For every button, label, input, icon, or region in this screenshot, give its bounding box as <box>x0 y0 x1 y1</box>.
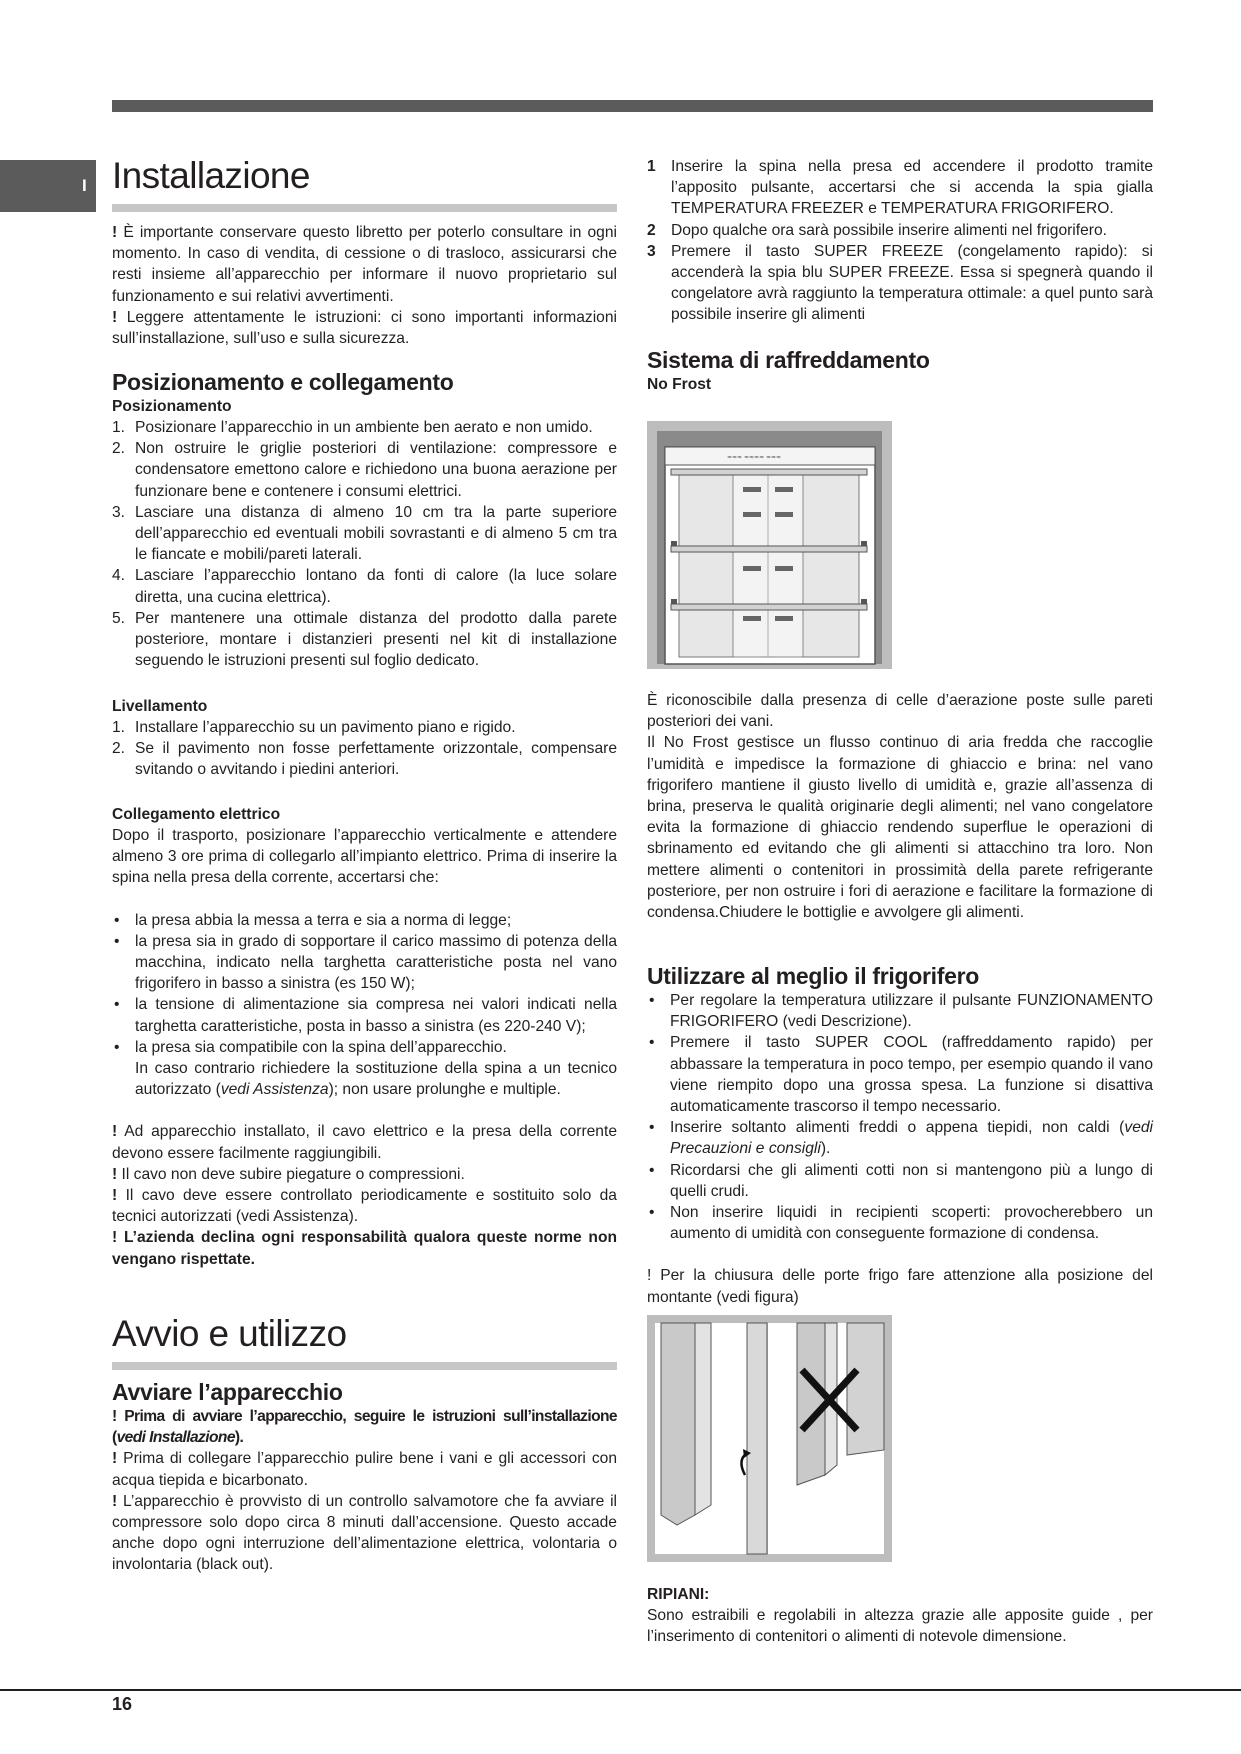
paragraph: Dopo il trasporto, posizionare l’apparecchio verticalmente e attendere almeno 3 ore prima di collegarlo all’impianto elettrico. Prima di inserire la spina nella presa della corrente, accertarsi che: <box>112 827 617 887</box>
paragraph: ! Prima di avviare l’apparecchio, seguire le istruzioni sull’installazione (vedi Installazione). <box>112 1408 617 1447</box>
section-heading: Utilizzare al meglio il frigorifero <box>647 963 980 989</box>
paragraph-text: È importante conservare questo libretto per poterlo consultare in ogni momento. In caso di vendita, di cessione o di trasloco, assicurarsi che resti insieme all’apparecchio per informare il nuovo proprietario sul funzionamento e sui relativi avvertimenti. <box>112 224 617 305</box>
list-item: • la presa sia compatibile con la spina dell’apparecchio. In caso contrario richiedere la sostituzione della spina a un tecnico autorizzato (vedi Assistenza); non usare prolunghe e multiple. <box>112 1037 617 1101</box>
paragraph: ! Il cavo deve essere controllato periodicamente e sostituito solo da tecnici autorizzati (vedi Assistenza). <box>112 1187 617 1226</box>
svg-text:≈≈≈ ≈≈≈≈ ≈≈≈: ≈≈≈ ≈≈≈≈ ≈≈≈ <box>727 454 782 461</box>
sistema-section <box>647 346 1153 395</box>
livellamento-list <box>112 717 617 781</box>
footer-rule <box>0 1689 1241 1691</box>
subsection-heading: Livellamento <box>112 698 208 715</box>
avvio-steps <box>647 156 1153 326</box>
paragraph-text: Leggere attentamente le istruzioni: ci sono importanti informazioni sull’installazione, sull’uso e sulla sicurezza. <box>112 308 617 348</box>
subsection-heading: Posizionamento <box>112 398 232 415</box>
list-item: • la presa abbia la messa a terra e sia a norma di legge; <box>112 910 617 931</box>
list-item: 4. Lasciare l’apparecchio lontano da fonti di calore (la luce solare diretta, una cucina elettrica). <box>112 567 617 606</box>
warning-mark: ! <box>112 224 118 241</box>
list-item: • Inserire soltanto alimenti freddi o appena tiepidi, non caldi (vedi Precauzioni e consigli). <box>647 1117 1153 1159</box>
avvio-section <box>112 1312 617 1370</box>
list-item: 3 Premere il tasto SUPER FREEZE (congelamento rapido): si accenderà la spia blu SUPER FREEZE. Essa si spegnerà quando il congelatore avrà raggiunto la temperatura ottimale: a quel punto sarà possibile inserire gli alimenti <box>647 242 1153 324</box>
section-heading: Avviare l’apparecchio <box>112 1379 343 1405</box>
subsection-heading: Collegamento elettrico <box>112 806 281 823</box>
collegamento-bullets <box>112 910 617 1101</box>
section-heading: Sistema di raffreddamento <box>647 347 930 373</box>
list-item: 1 Inserire la spina nella presa ed accendere il prodotto tramite l’apposito pulsante, accertarsi che si accenda la spia gialla TEMPERATURA FREEZER e TEMPERATURA FRIGORIFERO. <box>647 158 1153 218</box>
title-rule <box>112 1362 617 1370</box>
language-tab: I <box>0 160 96 212</box>
avviare-section <box>112 1378 617 1576</box>
installazione-title: Installazione <box>112 155 310 196</box>
subsection-heading: No Frost <box>647 376 712 393</box>
list-item: 2. Se il pavimento non fosse perfettamente orizzontale, compensare svitando o avvitando i piedini anteriori. <box>112 740 617 779</box>
posizionamento-list <box>112 417 617 671</box>
utilizzare-bullets <box>647 990 1153 1244</box>
list-item: • Non inserire liquidi in recipienti scoperti: provocherebbero un aumento di umidità con conseguente formazione di condensa. <box>647 1202 1153 1244</box>
subsection-heading: RIPIANI: <box>647 1586 710 1603</box>
paragraph <box>112 307 617 349</box>
installazione-body <box>112 222 617 349</box>
paragraph: ! Per la chiusura delle porte frigo fare attenzione alla posizione del montante (vedi figura) <box>647 1267 1153 1306</box>
nofrost-figure <box>647 421 892 669</box>
page-number: 16 <box>112 1694 133 1714</box>
collegamento-section <box>112 804 617 1270</box>
list-item: 5. Per mantenere una ottimale distanza del prodotto dalla parete posteriore, montare i distanzieri presenti nel kit di installazione seguendo le istruzioni presenti sul foglio dedicato. <box>112 609 617 670</box>
paragraph: Il No Frost gestisce un flusso continuo di aria fredda che raccoglie l’umidità e impedisce la formazione di ghiaccio e brina: nel vano frigorifero mantiene il giusto livello di umidità e, grazie all’assenza di brina, preserva le qualità originarie degli alimenti; nel vano congelatore evita la formazione di ghiaccio rendendo superflue le operazioni di sbrinamento ed evitando che gli alimenti si attacchino tra loro. Non mettere alimenti o contenitori in prossimità della parete refrigerante posteriore, per non ostruire i fori di aerazione e facilitare la formazione di condensa.Chiudere le bottiglie e avvolgere gli alimenti. <box>647 734 1153 922</box>
warnings <box>112 1121 617 1269</box>
list-item: • la tensione di alimentazione sia compresa nei valori indicati nella targhetta caratteristiche, posta in basso a sinistra (es 220-240 V); <box>112 994 617 1036</box>
door-mullion-illustration <box>647 1315 892 1562</box>
avvio-title: Avvio e utilizzo <box>112 1313 347 1354</box>
livellamento-section <box>112 696 617 781</box>
paragraph: ! Il cavo non deve subire piegature o compressioni. <box>112 1165 465 1183</box>
top-header-bar <box>112 100 1153 112</box>
list-item: • Ricordarsi che gli alimenti cotti non si mantengono più a lungo di quelli crudi. <box>647 1160 1153 1202</box>
paragraph: È riconoscibile dalla presenza di celle d’aerazione poste sulle pareti posteriori dei vani. <box>647 692 1153 731</box>
list-item: 1. Installare l’apparecchio su un pavimento piano e rigido. <box>112 719 516 736</box>
list-item: • Per regolare la temperatura utilizzare il pulsante FUNZIONAMENTO FRIGORIFERO (vedi Descrizione). <box>647 990 1153 1032</box>
utilizzare-section <box>647 962 1153 1308</box>
posizionamento-section <box>112 368 617 671</box>
title-rule <box>112 204 617 212</box>
installazione-section <box>112 154 617 212</box>
list-item: 3. Lasciare una distanza di almeno 10 cm tra la parte superiore dell’apparecchio ed eventuali mobili sovrastanti e di almeno 5 cm tra le fiancate e mobili/pareti laterali. <box>112 503 617 564</box>
paragraph: ! Prima di collegare l’apparecchio pulire bene i vani e gli accessori con acqua tiepida e bicarbonato. <box>112 1450 617 1489</box>
section-heading: Posizionamento e collegamento <box>112 369 454 395</box>
list-item: 2 Dopo qualche ora sarà possibile inserire alimenti nel frigorifero. <box>647 221 1107 239</box>
list-item: 2. Non ostruire le griglie posteriori di ventilazione: compressore e condensatore emettono calore e richiedono una buona aerazione per funzionare bene e contenere i consumi elettrici. <box>112 440 617 500</box>
fridge-interior-illustration <box>647 421 892 669</box>
ripiani-section <box>647 1584 1153 1647</box>
door-figure <box>647 1315 892 1562</box>
paragraph: ! Ad apparecchio installato, il cavo elettrico e la presa della corrente devono essere facilmente raggiungibili. <box>112 1123 617 1162</box>
paragraph: ! L’apparecchio è provvisto di un controllo salvamotore che fa avviare il compressore solo dopo circa 8 minuti dall’accensione. Questo accade anche dopo ogni interruzione dell’alimentazione elettrica, volontaria o involontaria (black out). <box>112 1492 617 1574</box>
list-item: 1. Posizionare l’apparecchio in un ambiente ben aerato e non umido. <box>112 419 593 436</box>
paragraph: Sono estraibili e regolabili in altezza grazie alle apposite guide , per l’inserimento di contenitori o alimenti di notevole dimensione. <box>647 1607 1153 1646</box>
sistema-body <box>647 690 1153 923</box>
list-item: • Premere il tasto SUPER COOL (raffreddamento rapido) per abbassare la temperatura in poco tempo, per esempio quando il vano viene riempito dopo una grossa spesa. La funzione si disattiva automaticamente trascorso il tempo necessario. <box>647 1032 1153 1117</box>
warning-mark: ! <box>112 308 118 326</box>
paragraph: ! L’azienda declina ogni responsabilità qualora queste norme non vengano rispettate. <box>112 1229 617 1268</box>
list-item: • la presa sia in grado di sopportare il carico massimo di potenza della macchina, indicato nella targhetta caratteristiche posta nel vano frigorifero in basso a sinistra (es 150 W); <box>112 931 617 995</box>
paragraph <box>112 222 617 307</box>
